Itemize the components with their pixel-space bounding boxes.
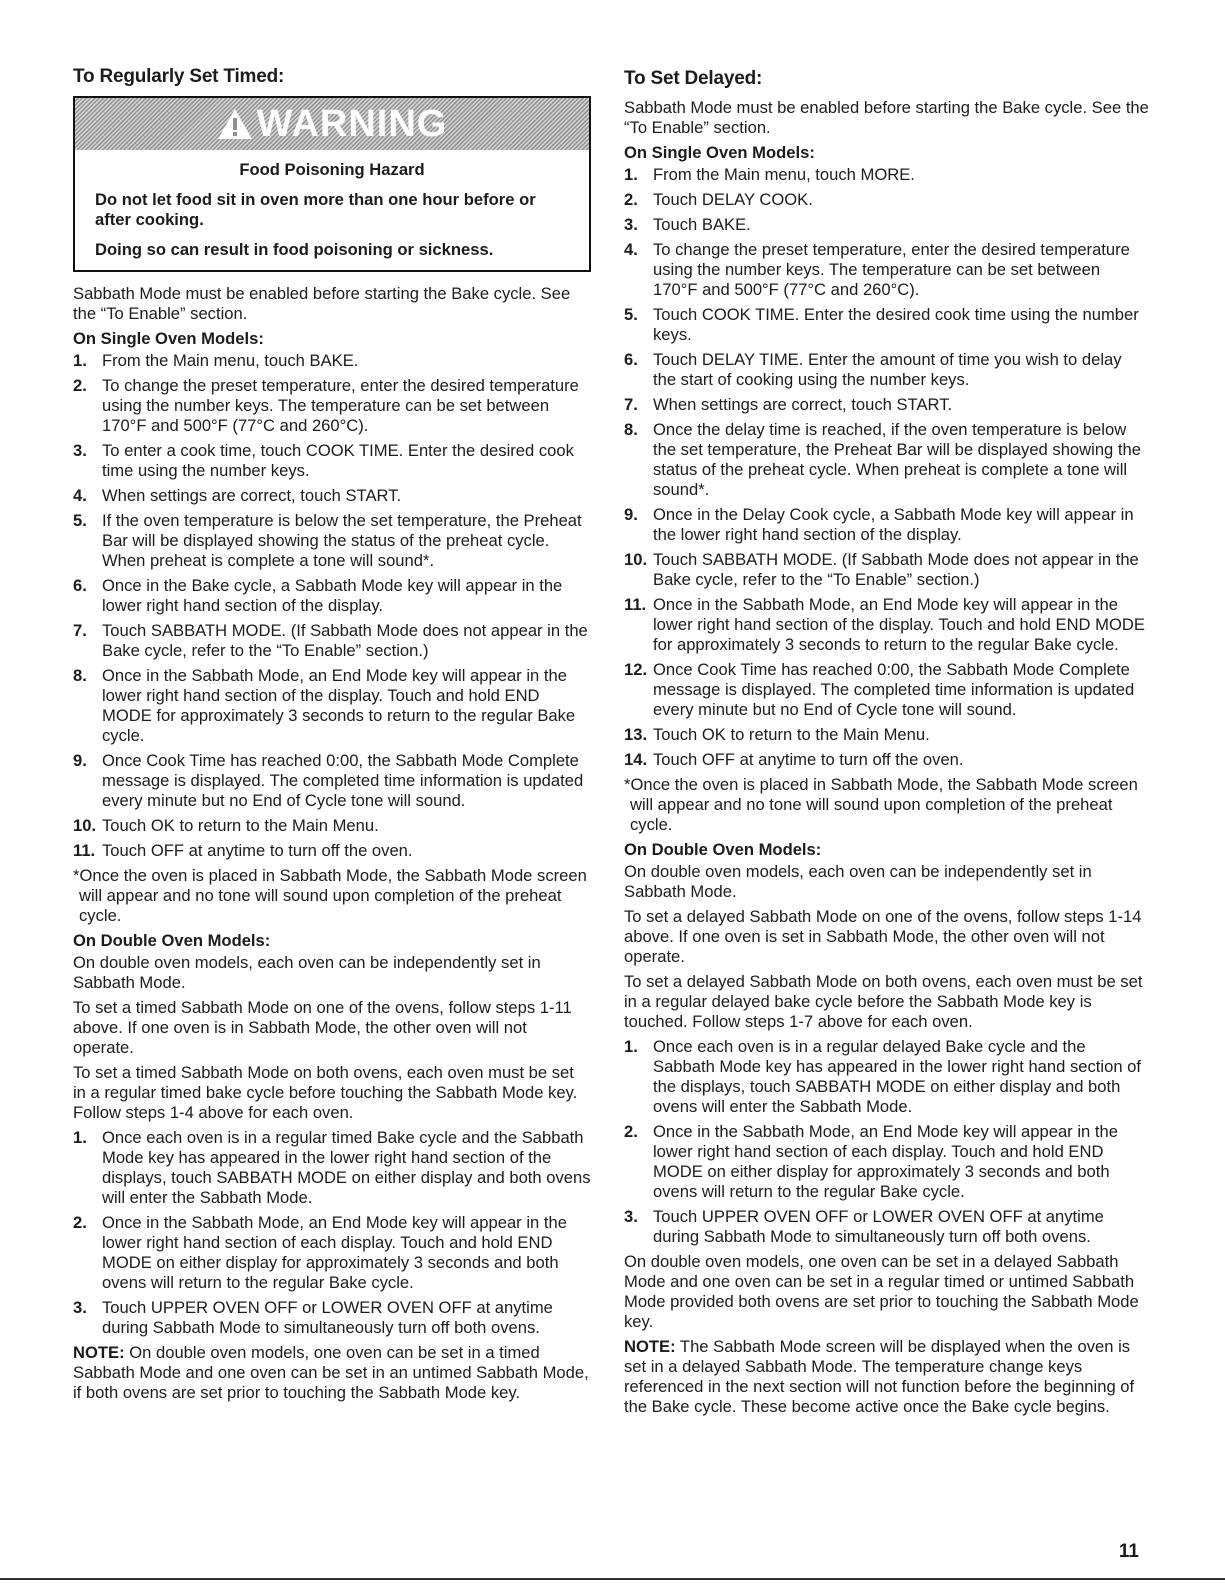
double-oven-steps: [73, 1128, 591, 1338]
step-number: 9.: [624, 505, 638, 524]
step-number: 3.: [73, 441, 87, 460]
note-label: NOTE:: [73, 1343, 125, 1362]
step-item: [73, 841, 591, 861]
step-item: [73, 351, 591, 371]
double-oven-heading: On Double Oven Models:: [73, 931, 271, 950]
step-text: Once in the Sabbath Mode, an End Mode key will appear in the lower right hand section of the display. Touch and hold END MODE for approximately 3 seconds to return to the regular Bake cycle.: [102, 666, 576, 745]
step-text: Touch SABBATH MODE. (If Sabbath Mode does not appear in the Bake cycle, refer to the “To Enable” section.): [653, 550, 1139, 589]
warning-header: [75, 98, 589, 150]
step-item: [624, 305, 1149, 345]
step-text: If the oven temperature is below the set temperature, the Preheat Bar will be displayed showing the status of the preheat cycle. When preheat is complete a tone will sound*.: [102, 511, 582, 570]
warning-label: WARNING: [256, 103, 448, 145]
step-item: [73, 441, 591, 481]
step-number: 5.: [73, 511, 87, 530]
step-item: [73, 1213, 591, 1293]
step-item: [624, 395, 1149, 415]
step-text: Touch OK to return to the Main Menu.: [653, 725, 930, 744]
step-number: 8.: [73, 666, 87, 685]
step-text: Touch DELAY TIME. Enter the amount of time you wish to delay the start of cooking using the number keys.: [653, 350, 1122, 389]
warning-line-1: Do not let food sit in oven more than one hour before or after cooking.: [95, 190, 536, 229]
double-oven-steps: [624, 1037, 1149, 1247]
step-item: [73, 1298, 591, 1338]
step-number: 10.: [73, 816, 97, 835]
step-number: 14.: [624, 750, 648, 769]
step-number: 6.: [624, 350, 638, 369]
step-number: 2.: [624, 1122, 638, 1141]
footnote: *Once the oven is placed in Sabbath Mode, the Sabbath Mode screen will appear and no tone will sound upon completion of the preheat cycle.: [73, 866, 587, 925]
step-number: 3.: [73, 1298, 87, 1317]
warning-word: [217, 103, 448, 145]
step-text: When settings are correct, touch START.: [102, 486, 402, 505]
step-item: [624, 190, 1149, 210]
single-oven-steps: [73, 351, 591, 861]
warning-hazard: Food Poisoning Hazard: [239, 160, 425, 179]
step-number: 3.: [624, 215, 638, 234]
step-text: Once in the Sabbath Mode, an End Mode key will appear in the lower right hand section of each display. Touch and hold END MODE on either display for approximately 3 seconds and both ovens will return to the regular Bake cycle.: [653, 1122, 1118, 1201]
step-item: [624, 1207, 1149, 1247]
step-text: Once the delay time is reached, if the oven temperature is below the set temperature, the Preheat Bar will be displayed showing the status of the preheat cycle. When preheat is complete a tone will sound*.: [653, 420, 1141, 499]
page-number: 11: [1118, 1541, 1139, 1562]
step-number: 2.: [624, 190, 638, 209]
step-item: [73, 486, 591, 506]
warning-line-2: Doing so can result in food poisoning or sickness.: [95, 240, 494, 259]
double-paragraph-2: To set a delayed Sabbath Mode on one of the ovens, follow steps 1-14 above. If one oven is set in Sabbath Mode, the other oven will not operate.: [624, 907, 1142, 966]
double-paragraph-4: On double oven models, one oven can be set in a delayed Sabbath Mode and one oven can be set in a regular timed or untimed Sabbath Mode provided both ovens are set prior to touching the Sabbath Mode key.: [624, 1252, 1139, 1331]
step-text: Once Cook Time has reached 0:00, the Sabbath Mode Complete message is displayed. The completed time information is updated every minute but no End of Cycle tone will sound.: [653, 660, 1135, 719]
step-item: [73, 1128, 591, 1208]
footnote: *Once the oven is placed in Sabbath Mode, the Sabbath Mode screen will appear and no tone will sound upon completion of the preheat cycle.: [624, 775, 1138, 834]
step-item: [624, 550, 1149, 590]
step-text: When settings are correct, touch START.: [653, 395, 953, 414]
step-item: [624, 350, 1149, 390]
note-text: On double oven models, one oven can be set in a timed Sabbath Mode and one oven can be set in an untimed Sabbath Mode, if both ovens are set prior to touching the Sabbath Mode key.: [73, 1343, 589, 1402]
step-number: 5.: [624, 305, 638, 324]
step-text: Once each oven is in a regular timed Bake cycle and the Sabbath Mode key has appeared in the lower right hand section of the displays, touch SABBATH MODE on either display and both ovens will enter the Sabbath Mode.: [102, 1128, 591, 1207]
single-oven-steps: [624, 165, 1149, 770]
double-paragraph-3: To set a timed Sabbath Mode on both ovens, each oven must be set in a regular timed bake cycle before touching the Sabbath Mode key. Follow steps 1-4 above for each oven.: [73, 1063, 578, 1122]
step-number: 11.: [624, 595, 647, 614]
step-text: Once in the Sabbath Mode, an End Mode key will appear in the lower right hand section of each display. Touch and hold END MODE on either display for approximately 3 seconds and both ovens will return to the regular Bake cycle.: [102, 1213, 567, 1292]
step-number: 1.: [73, 1128, 87, 1147]
step-number: 12.: [624, 660, 648, 679]
step-number: 1.: [73, 351, 87, 370]
step-text: From the Main menu, touch BAKE.: [102, 351, 359, 370]
step-text: Touch OK to return to the Main Menu.: [102, 816, 379, 835]
warning-triangle-icon: [217, 107, 253, 141]
step-number: 7.: [624, 395, 638, 414]
step-item: [73, 816, 591, 836]
single-oven-heading: On Single Oven Models:: [624, 143, 815, 162]
step-text: To enter a cook time, touch COOK TIME. Enter the desired cook time using the number keys.: [102, 441, 574, 480]
section-heading-delayed: To Set Delayed:: [624, 68, 763, 89]
step-text: To change the preset temperature, enter the desired temperature using the number keys. The temperature can be set between 170°F and 500°F (77°C and 260°C).: [102, 376, 579, 435]
step-text: Once in the Delay Cook cycle, a Sabbath Mode key will appear in the lower right hand section of the display.: [653, 505, 1134, 544]
step-number: 3.: [624, 1207, 638, 1226]
note-text: The Sabbath Mode screen will be displayed when the oven is set in a delayed Sabbath Mode. The temperature change keys referenced in the next section will not function before the beginning of the Bake cycle. These become active once the Bake cycle begins.: [624, 1337, 1135, 1416]
step-number: 8.: [624, 420, 638, 439]
step-number: 4.: [624, 240, 638, 259]
step-item: [73, 621, 591, 661]
step-item: [624, 595, 1149, 655]
step-number: 6.: [73, 576, 87, 595]
double-paragraph-3: To set a delayed Sabbath Mode on both ovens, each oven must be set in a regular delayed bake cycle before the Sabbath Mode key is touched. Follow steps 1-7 above for each oven.: [624, 972, 1143, 1031]
double-paragraph-1: On double oven models, each oven can be independently set in Sabbath Mode.: [73, 953, 541, 992]
step-text: Touch UPPER OVEN OFF or LOWER OVEN OFF at anytime during Sabbath Mode to simultaneously turn off both ovens.: [102, 1298, 553, 1337]
step-text: Touch BAKE.: [653, 215, 751, 234]
step-item: [624, 725, 1149, 745]
step-text: Touch OFF at anytime to turn off the oven.: [102, 841, 413, 860]
step-number: 13.: [624, 725, 648, 744]
step-text: Touch OFF at anytime to turn off the oven.: [653, 750, 964, 769]
step-text: Touch DELAY COOK.: [653, 190, 813, 209]
step-item: [73, 511, 591, 571]
double-oven-heading: On Double Oven Models:: [624, 840, 822, 859]
step-text: Once in the Sabbath Mode, an End Mode key will appear in the lower right hand section of the display. Touch and hold END MODE for approximately 3 seconds to return to the regular Bake cycle.: [653, 595, 1145, 654]
warning-box: [73, 96, 591, 272]
step-item: [624, 215, 1149, 235]
step-item: [624, 1122, 1149, 1202]
warning-body: [75, 150, 589, 270]
step-item: [624, 240, 1149, 300]
note-label: NOTE:: [624, 1337, 676, 1356]
step-number: 4.: [73, 486, 87, 505]
step-number: 7.: [73, 621, 87, 640]
step-item: [624, 420, 1149, 500]
double-paragraph-1: On double oven models, each oven can be independently set in Sabbath Mode.: [624, 862, 1092, 901]
note-paragraph: [73, 1343, 591, 1403]
step-number: 1.: [624, 165, 638, 184]
step-text: To change the preset temperature, enter the desired temperature using the number keys. The temperature can be set between 170°F and 500°F (77°C and 260°C).: [653, 240, 1130, 299]
step-item: [73, 666, 591, 746]
step-item: [73, 576, 591, 616]
step-number: 2.: [73, 1213, 87, 1232]
step-item: [624, 750, 1149, 770]
step-item: [624, 1037, 1149, 1117]
step-number: 11.: [73, 841, 96, 860]
step-text: From the Main menu, touch MORE.: [653, 165, 915, 184]
section-heading-timed: To Regularly Set Timed:: [73, 66, 285, 87]
step-item: [624, 660, 1149, 720]
right-column: [624, 68, 1149, 1422]
left-column: [73, 66, 591, 1408]
step-number: 10.: [624, 550, 648, 569]
double-paragraph-2: To set a timed Sabbath Mode on one of the ovens, follow steps 1-11 above. If one oven is in Sabbath Mode, the other oven will not operate.: [73, 998, 572, 1057]
step-number: 1.: [624, 1037, 638, 1056]
note-paragraph: [624, 1337, 1149, 1417]
step-text: Once each oven is in a regular delayed Bake cycle and the Sabbath Mode key has appeared in the lower right hand section of the displays, touch SABBATH MODE on either display and both ovens will enter the Sabbath Mode.: [653, 1037, 1141, 1116]
step-item: [624, 165, 1149, 185]
step-text: Once in the Bake cycle, a Sabbath Mode key will appear in the lower right hand section of the display.: [102, 576, 563, 615]
step-text: Touch UPPER OVEN OFF or LOWER OVEN OFF at anytime during Sabbath Mode to simultaneously turn off both ovens.: [653, 1207, 1104, 1246]
intro-paragraph: Sabbath Mode must be enabled before starting the Bake cycle. See the “To Enable” section.: [624, 98, 1149, 137]
step-number: 9.: [73, 751, 87, 770]
step-item: [73, 751, 591, 811]
intro-paragraph: Sabbath Mode must be enabled before starting the Bake cycle. See the “To Enable” section.: [73, 284, 571, 323]
bottom-rule: [0, 1578, 1225, 1580]
step-text: Touch SABBATH MODE. (If Sabbath Mode does not appear in the Bake cycle, refer to the “To Enable” section.): [102, 621, 588, 660]
step-item: [624, 505, 1149, 545]
step-number: 2.: [73, 376, 87, 395]
step-text: Once Cook Time has reached 0:00, the Sabbath Mode Complete message is displayed. The completed time information is updated every minute but no End of Cycle tone will sound.: [102, 751, 584, 810]
single-oven-heading: On Single Oven Models:: [73, 329, 264, 348]
step-item: [73, 376, 591, 436]
step-text: Touch COOK TIME. Enter the desired cook time using the number keys.: [653, 305, 1139, 344]
